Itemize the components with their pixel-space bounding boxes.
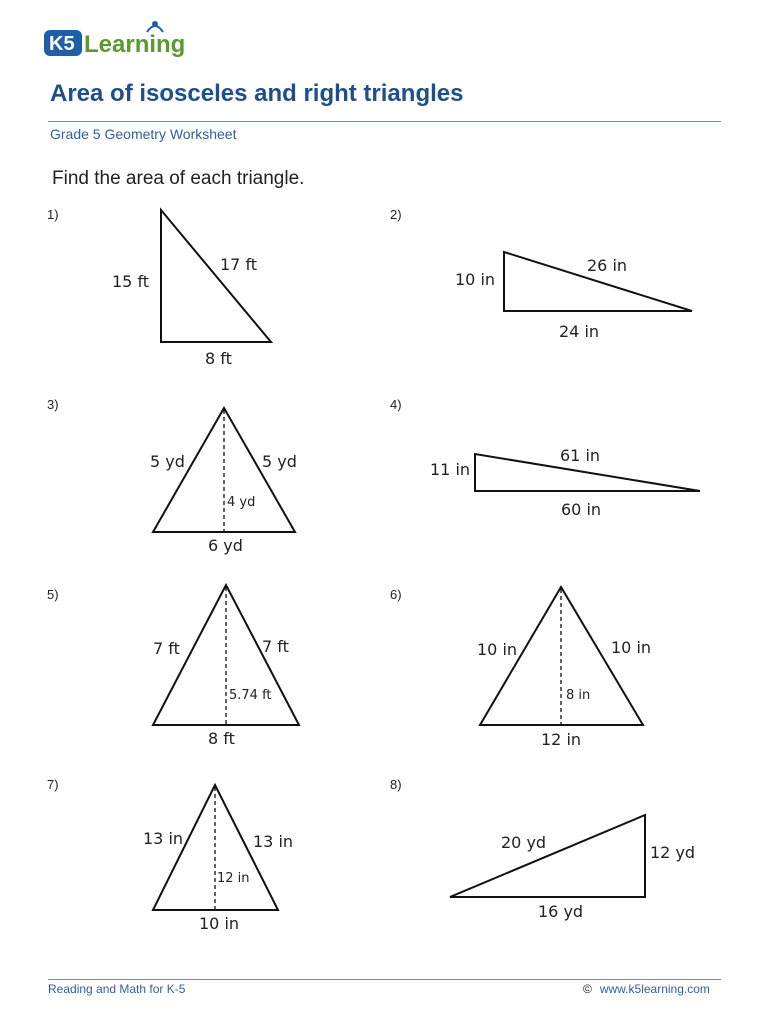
label-6-height: 8 in — [566, 688, 591, 703]
problem-number-2: 2) — [390, 207, 402, 222]
problem-number-3: 3) — [47, 397, 59, 412]
triangle-8 — [450, 815, 645, 897]
worksheet-subtitle: Grade 5 Geometry Worksheet — [50, 126, 237, 142]
label-3-right-side: 5 yd — [262, 452, 297, 471]
label-2-height: 10 in — [455, 270, 496, 289]
label-3-left-side: 5 yd — [150, 452, 185, 471]
footer-divider — [48, 979, 721, 980]
label-4-height: 11 in — [430, 460, 471, 479]
problem-number-8: 8) — [390, 777, 402, 792]
problem-number-7: 7) — [47, 777, 59, 792]
problem-number-5: 5) — [47, 587, 59, 602]
label-7-left-side: 13 in — [143, 829, 184, 848]
label-1-hypotenuse: 17 ft — [220, 255, 258, 274]
problem-number-6: 6) — [390, 587, 402, 602]
footer-url-link[interactable]: www.k5learning.com — [599, 982, 710, 996]
footer-tagline: Reading and Math for K-5 — [48, 982, 186, 996]
label-4-hypotenuse: 61 in — [560, 446, 601, 465]
label-7-height: 12 in — [217, 871, 250, 886]
label-6-base: 12 in — [541, 730, 582, 749]
label-5-height: 5.74 ft — [229, 688, 272, 703]
label-6-left-side: 10 in — [477, 640, 518, 659]
instruction-text: Find the area of each triangle. — [52, 168, 305, 189]
label-4-base: 60 in — [561, 500, 602, 519]
footer-site — [583, 982, 710, 996]
label-6-right-side: 10 in — [611, 638, 652, 657]
triangle-1 — [161, 210, 271, 342]
label-7-base: 10 in — [199, 914, 240, 933]
svg-text:K5: K5 — [49, 33, 75, 55]
label-2-hypotenuse: 26 in — [587, 256, 628, 275]
label-8-base: 16 yd — [538, 902, 584, 921]
svg-text:Learning: Learning — [84, 31, 186, 58]
label-5-base: 8 ft — [208, 729, 235, 748]
copyright-symbol: © — [583, 982, 592, 996]
label-8-height: 12 yd — [650, 843, 696, 862]
problem-number-1: 1) — [47, 207, 59, 222]
problem-number-4: 4) — [390, 397, 402, 412]
label-1-base: 8 ft — [205, 349, 232, 368]
label-3-height: 4 yd — [227, 495, 256, 510]
label-1-height: 15 ft — [112, 272, 150, 291]
label-8-hypotenuse: 20 yd — [501, 833, 547, 852]
label-7-right-side: 13 in — [253, 832, 294, 851]
label-5-left-side: 7 ft — [153, 639, 180, 658]
worksheet-title: Area of isosceles and right triangles — [50, 80, 464, 107]
label-5-right-side: 7 ft — [262, 637, 289, 656]
label-2-base: 24 in — [559, 322, 600, 341]
label-3-base: 6 yd — [208, 536, 243, 555]
